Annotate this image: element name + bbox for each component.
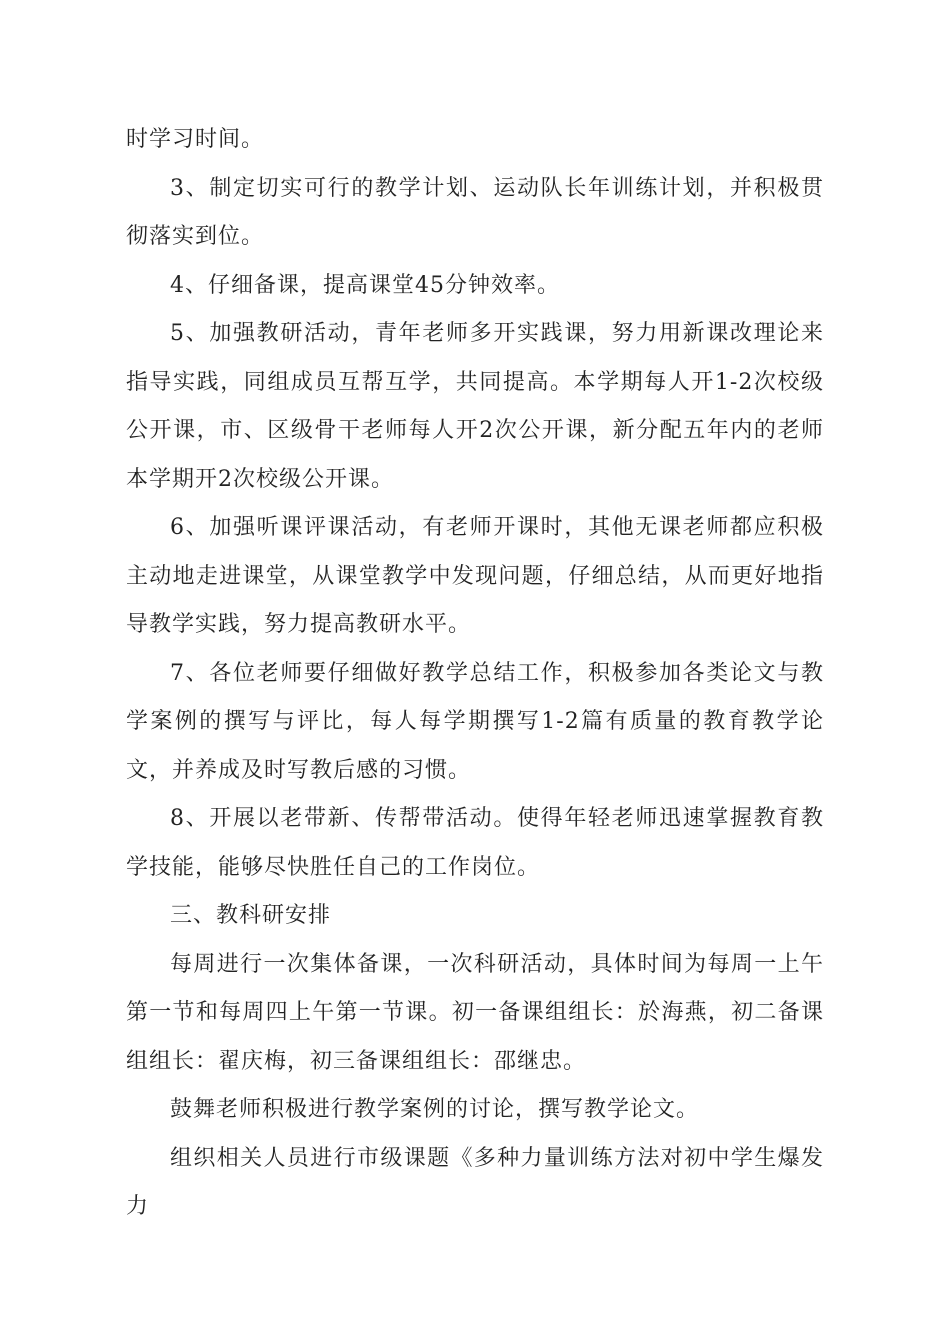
paragraph-item-7: 7、各位老师要仔细做好教学总结工作，积极参加各类论文与教学案例的撰写与评比，每人每学期撰写1-2篇有质量的教育教学论文，并养成及时写教后感的习惯。 xyxy=(126,660,824,783)
paragraph-research-project: 组织相关人员进行市级课题《多种力量训练方法对初中学生爆发力 xyxy=(126,1145,824,1219)
paragraph-encourage-teachers: 鼓舞老师积极进行教学案例的讨论，撰写教学论文。 xyxy=(170,1097,700,1122)
document-body xyxy=(126,116,824,1232)
paragraph-weekly-schedule: 每周进行一次集体备课，一次科研活动，具体时间为每周一上午第一节和每周四上午第一节课。初一备课组组长：於海燕，初二备课组组长：翟庆梅，初三备课组组长：邵继忠。 xyxy=(126,951,824,1074)
paragraph-item-3: 3、制定切实可行的教学计划、运动队长年训练计划，并积极贯彻落实到位。 xyxy=(126,175,824,249)
paragraph-item-8: 8、开展以老带新、传帮带活动。使得年轻老师迅速掌握教育教学技能，能够尽快胜任自己的工作岗位。 xyxy=(126,806,824,880)
section-heading-research: 三、教科研安排 xyxy=(170,903,332,928)
paragraph-item-4: 4、仔细备课，提高课堂45分钟效率。 xyxy=(170,272,560,298)
paragraph-item-6: 6、加强听课评课活动，有老师开课时，其他无课老师都应积极主动地走进课堂，从课堂教学中发现问题，仔细总结，从而更好地指导教学实践，努力提高教研水平。 xyxy=(126,515,824,637)
paragraph-continuation: 时学习时间。 xyxy=(126,127,265,152)
paragraph-item-5: 5、加强教研活动，青年老师多开实践课，努力用新课改理论来指导实践，同组成员互帮互学，共同提高。本学期每人开1-2次校级公开课，市、区级骨干老师每人开2次公开课，新分配五年内的老师本学期开2次校级公开课。 xyxy=(126,321,824,492)
